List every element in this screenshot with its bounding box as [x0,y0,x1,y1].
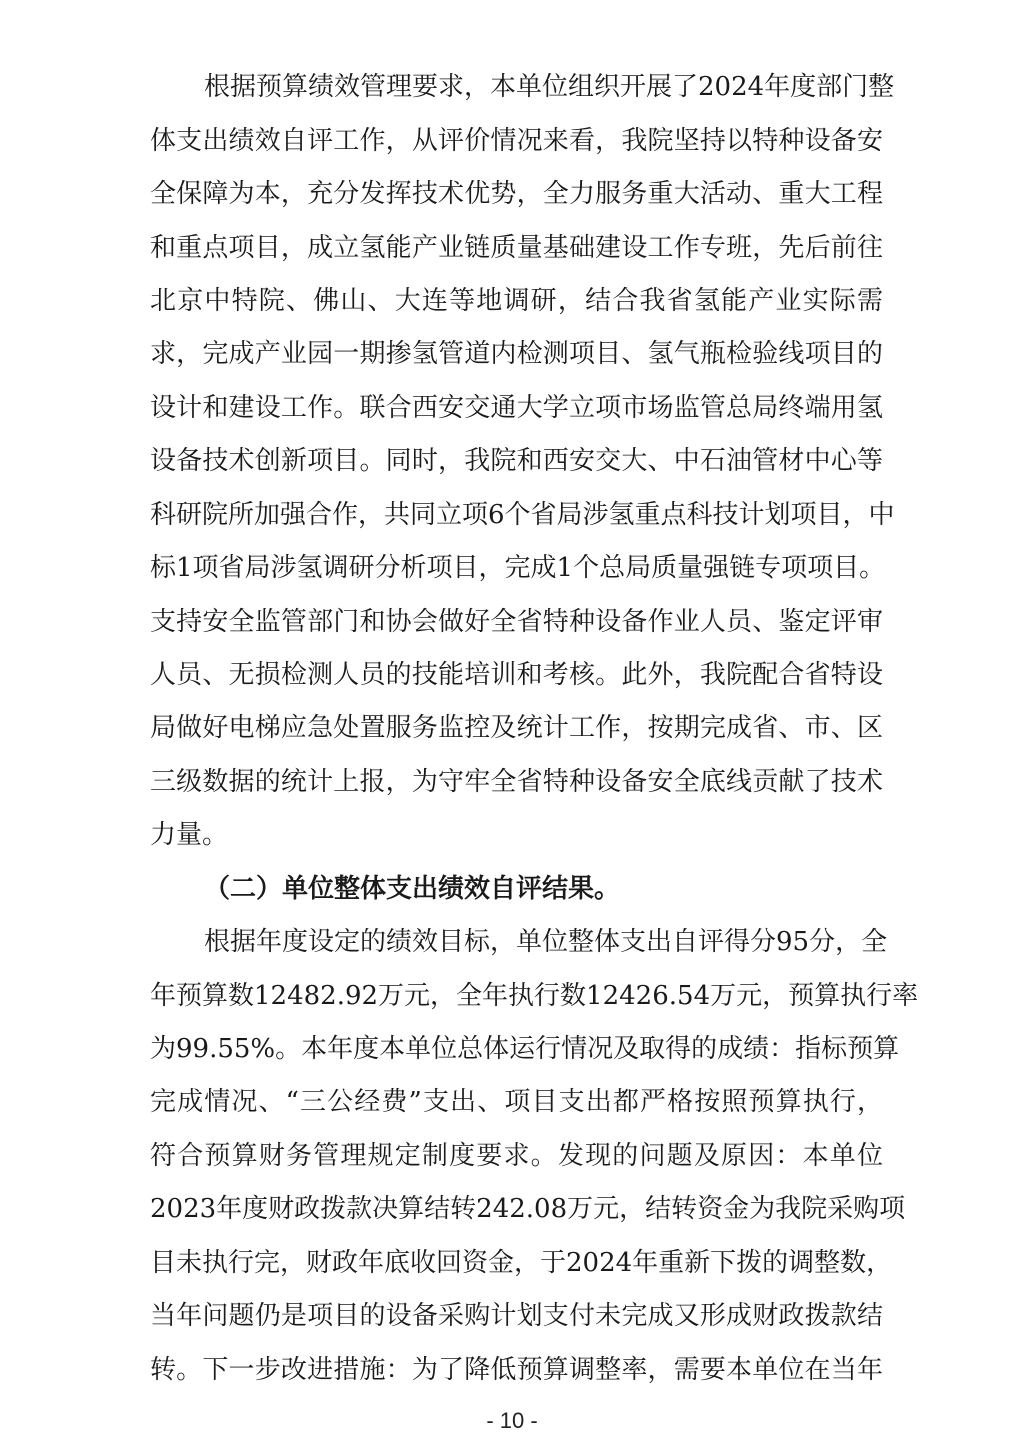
text-line: 和重点项目，成立氢能产业链质量基础建设工作专班，先后前往 [150,233,883,263]
text-line: 年预算数12482.92万元，全年执行数12426.54万元，预算执行率 [150,981,919,1011]
text-line: 支持安全监管部门和协会做好全省特种设备作业人员、鉴定评审 [150,607,883,637]
text-line: 根据年度设定的绩效目标，单位整体支出自评得分95分，全 [204,927,888,957]
text-line: 当年问题仍是项目的设备采购计划支付未完成又形成财政拨款结 [150,1301,883,1331]
text-line: 符合预算财务管理规定制度要求。发现的问题及原因：本单位 [150,1141,883,1171]
text-line: 完成情况、“三公经费”支出、项目支出都严格按照预算执行， [150,1087,883,1117]
text-line: 体支出绩效自评工作，从评价情况来看，我院坚持以特种设备安 [150,126,883,156]
text-line: 设备技术创新项目。同时，我院和西安交大、中石油管材中心等 [150,446,883,476]
text-line: 求，完成产业园一期掺氢管道内检测项目、氢气瓶检验线项目的 [150,339,883,369]
text-line: 力量。 [150,820,229,850]
text-line: 人员、无损检测人员的技能培训和考核。此外，我院配合省特设 [150,660,883,690]
text-line: 局做好电梯应急处置服务监控及统计工作，按期完成省、市、区 [150,713,883,743]
text-line: 三级数据的统计上报，为守牢全省特种设备安全底线贡献了技术 [150,767,883,797]
section-heading: （二）单位整体支出绩效自评结果。 [204,874,621,904]
text-line: 设计和建设工作。联合西安交通大学立项市场监管总局终端用氢 [150,393,883,423]
page-number: - 10 - [486,1408,538,1433]
text-line: 2023年度财政拨款决算结转242.08万元，结转资金为我院采购项 [150,1194,906,1224]
text-line: 全保障为本，充分发挥技术优势，全力服务重大活动、重大工程 [150,179,883,209]
text-line: 转。下一步改进措施：为了降低预算调整率，需要本单位在当年 [150,1355,883,1385]
text-line: 科研院所加强合作，共同立项6个省局涉氢重点科技计划项目，中 [150,500,895,530]
text-line: 目未执行完，财政年底收回资金，于2024年重新下拨的调整数， [150,1248,893,1278]
text-line: 根据预算绩效管理要求，本单位组织开展了2024年度部门整 [204,72,895,102]
text-line: 标1项省局涉氢调研分析项目，完成1个总局质量强链专项项目。 [150,553,886,583]
text-line: 为99.55%。本年度本单位总体运行情况及取得的成绩：指标预算 [150,1034,900,1064]
text-line: 北京中特院、佛山、大连等地调研，结合我省氢能产业实际需 [150,286,883,316]
